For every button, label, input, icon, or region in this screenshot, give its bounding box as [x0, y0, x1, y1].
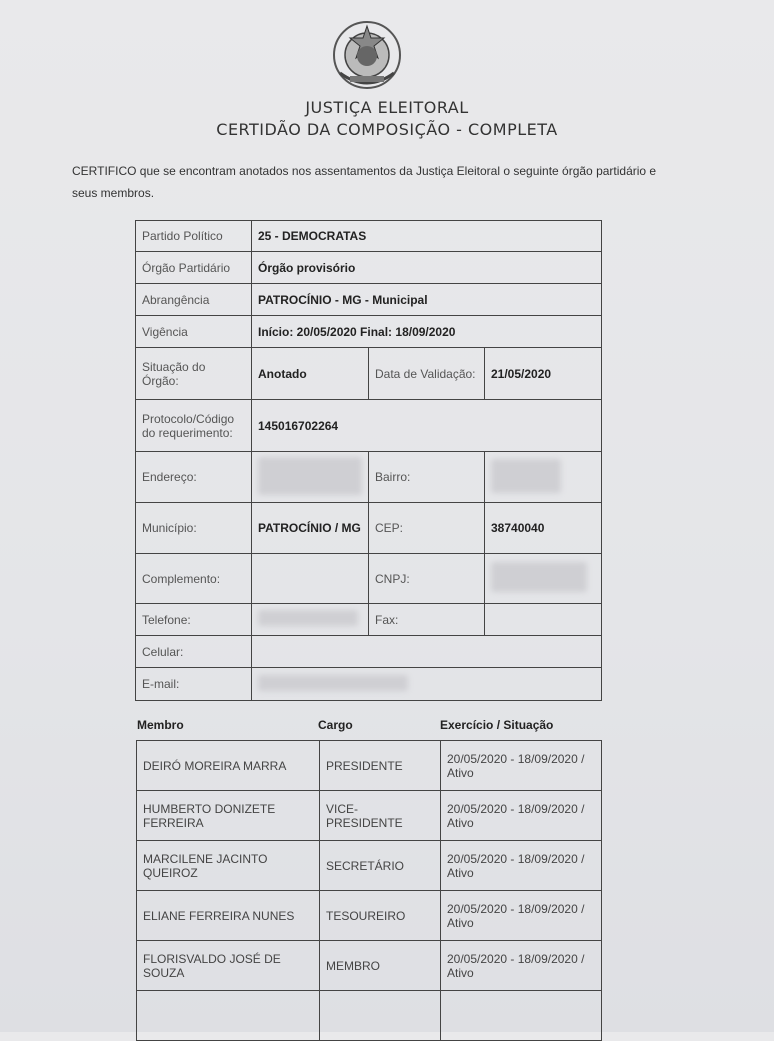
cep-value: 38740040 [485, 503, 602, 554]
celular-value [252, 636, 602, 668]
col-membro-header: Membro [137, 718, 184, 732]
fax-label: Fax: [369, 604, 485, 636]
member-cargo: VICE-PRESIDENTE [320, 791, 441, 841]
situacao-label: Situação do Órgão: [136, 348, 252, 400]
members-table [136, 740, 602, 1041]
member-row [137, 841, 602, 891]
bairro-value [485, 452, 602, 503]
member-exercicio: 20/05/2020 - 18/09/2020 / Ativo [441, 741, 602, 791]
cnpj-label: CNPJ: [369, 554, 485, 604]
redacted-telefone [258, 610, 358, 626]
redacted-endereco [258, 457, 362, 495]
redacted-email [258, 675, 408, 691]
member-row [137, 991, 602, 1041]
member-row [137, 941, 602, 991]
member-row [137, 741, 602, 791]
orgao-value: Órgão provisório [252, 252, 602, 284]
document-subtitle: CERTIDÃO DA COMPOSIÇÃO - COMPLETA [216, 120, 558, 139]
validacao-label: Data de Validação: [369, 348, 485, 400]
member-name: FLORISVALDO JOSÉ DE SOUZA [137, 941, 320, 991]
member-name: MARCILENE JACINTO QUEIROZ [137, 841, 320, 891]
partido-label: Partido Político [136, 221, 252, 252]
telefone-value [252, 604, 369, 636]
protocolo-value: 145016702264 [252, 400, 602, 452]
endereco-value [252, 452, 369, 503]
member-exercicio: 20/05/2020 - 18/09/2020 / Ativo [441, 941, 602, 991]
member-row [137, 791, 602, 841]
member-cargo: PRESIDENTE [320, 741, 441, 791]
validacao-value: 21/05/2020 [485, 348, 602, 400]
member-name: HUMBERTO DONIZETE FERREIRA [137, 791, 320, 841]
vigencia-value: Início: 20/05/2020 Final: 18/09/2020 [252, 316, 602, 348]
member-cargo: MEMBRO [320, 941, 441, 991]
fax-value [485, 604, 602, 636]
cnpj-value [485, 554, 602, 604]
complemento-label: Complemento: [136, 554, 252, 604]
email-label: E-mail: [136, 668, 252, 701]
municipio-value: PATROCÍNIO / MG [252, 503, 369, 554]
abrangencia-value: PATROCÍNIO - MG - Municipal [252, 284, 602, 316]
document-title: JUSTIÇA ELEITORAL [305, 98, 469, 117]
coat-of-arms-icon [330, 18, 404, 92]
member-name: ELIANE FERREIRA NUNES [137, 891, 320, 941]
vigencia-label: Vigência [136, 316, 252, 348]
member-name: DEIRÓ MOREIRA MARRA [137, 741, 320, 791]
cep-label: CEP: [369, 503, 485, 554]
partido-value: 25 - DEMOCRATAS [252, 221, 602, 252]
col-exercicio-header: Exercício / Situação [440, 718, 554, 732]
member-cargo: SECRETÁRIO [320, 841, 441, 891]
member-row [137, 891, 602, 941]
redacted-bairro [491, 459, 561, 493]
abrangencia-label: Abrangência [136, 284, 252, 316]
protocolo-label: Protocolo/Código do requerimento: [136, 400, 252, 452]
email-value [252, 668, 602, 701]
member-cargo: TESOUREIRO [320, 891, 441, 941]
col-cargo-header: Cargo [318, 718, 353, 732]
celular-label: Celular: [136, 636, 252, 668]
complemento-value [252, 554, 369, 604]
member-exercicio: 20/05/2020 - 18/09/2020 / Ativo [441, 791, 602, 841]
member-exercicio: 20/05/2020 - 18/09/2020 / Ativo [441, 891, 602, 941]
redacted-cnpj [491, 562, 587, 592]
telefone-label: Telefone: [136, 604, 252, 636]
intro-text: CERTIFICO que se encontram anotados nos assentamentos da Justiça Eleitoral o seguinte órgão partidário e seus membros. [72, 164, 657, 200]
endereco-label: Endereço: [136, 452, 252, 503]
member-cargo [320, 991, 441, 1041]
municipio-label: Município: [136, 503, 252, 554]
member-name [137, 991, 320, 1041]
member-exercicio: 20/05/2020 - 18/09/2020 / Ativo [441, 841, 602, 891]
party-info-table [135, 220, 602, 701]
member-exercicio [441, 991, 602, 1041]
bairro-label: Bairro: [369, 452, 485, 503]
orgao-label: Órgão Partidário [136, 252, 252, 284]
situacao-value: Anotado [252, 348, 369, 400]
